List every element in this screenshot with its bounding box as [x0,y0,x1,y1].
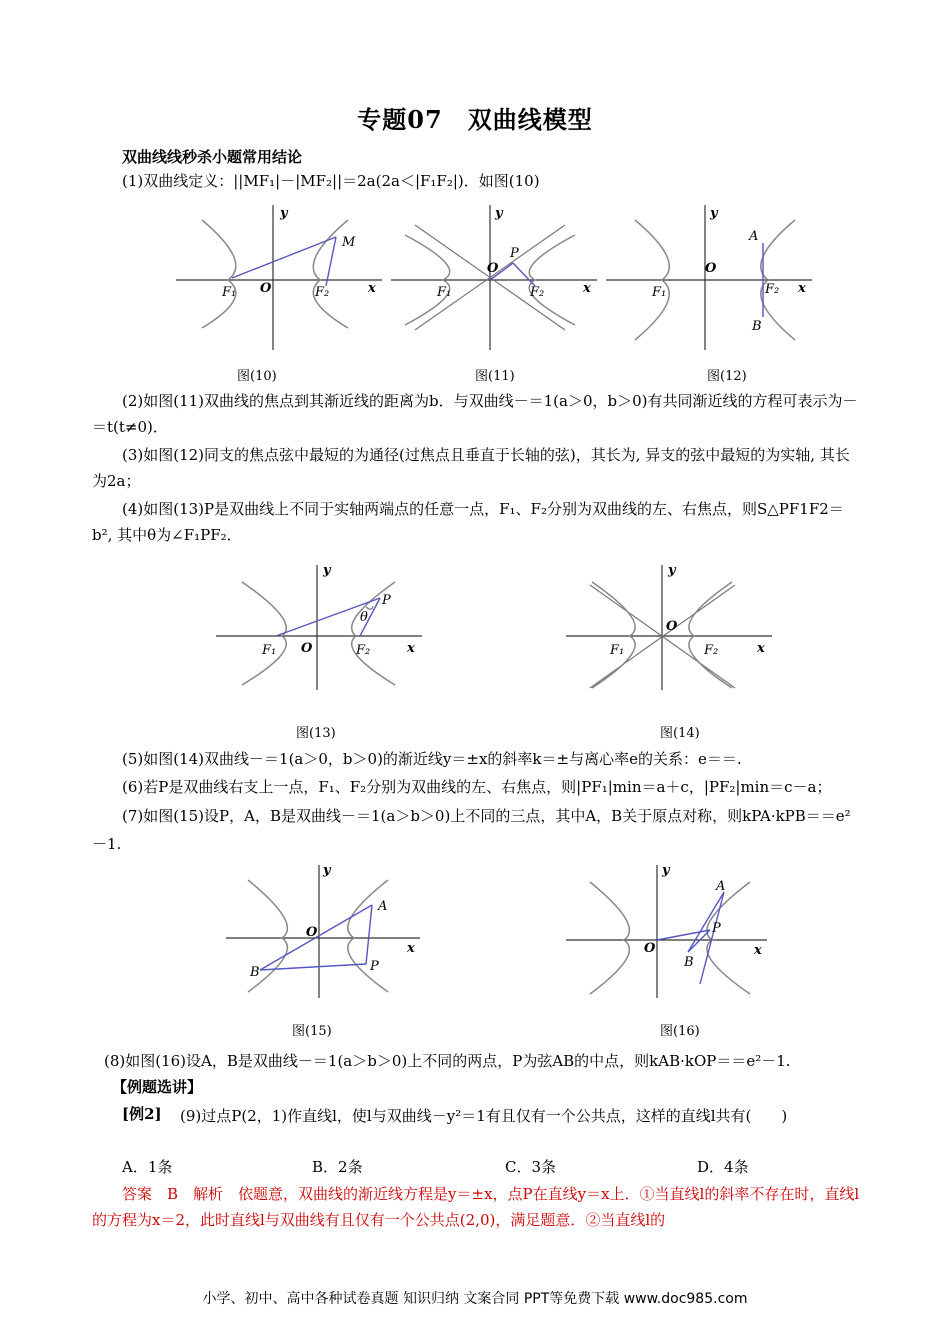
origin-label: O [705,261,717,276]
f2-label: F₂ [356,643,371,658]
origin-label: O [644,941,656,956]
caption-15: 图(15) [292,1024,332,1039]
figure-10 [170,200,390,360]
x-axis-label: x [798,281,806,296]
y-axis-label: y [280,206,288,221]
caption-14: 图(14) [660,726,700,741]
x-axis-label: x [407,641,415,656]
f1-label: F₁ [262,643,277,658]
caption-12: 图(12) [707,369,747,384]
y-axis-label: y [662,863,670,878]
p-label: P [510,246,519,261]
f1-label: F₁ [222,285,237,300]
example-tag: [例2] [122,1105,162,1123]
figure-14 [560,560,780,700]
option-a: A．1条 [122,1158,173,1176]
theta-label: θ [360,610,368,625]
page-title: 专题07 双曲线模型 [357,105,593,134]
caption-16: 图(16) [660,1024,700,1039]
y-axis-label: y [668,563,676,578]
x-axis-label: x [754,943,762,958]
p-label: P [712,921,721,936]
caption-11: 图(11) [475,369,515,384]
y-axis-label: y [710,206,718,221]
origin-label: O [487,261,499,276]
x-axis-label: x [407,941,415,956]
f2-label: F₂ [315,285,330,300]
a-label: A [378,899,388,914]
item-7: (7)如图(15)设P，A，B是双曲线－＝1(a＞b＞0)上不同的三点，其中A，B关于原点对称，则kPA·kPB＝＝e²－1. [92,807,851,853]
option-c: C．3条 [505,1158,557,1176]
example-question: (9)过点P(2，1)作直线l，使l与双曲线－y²＝1有且仅有一个公共点，这样的直线l共有( ) [180,1107,788,1125]
b-label: B [250,965,260,980]
item-1: (1)双曲线定义：||MF₁|－|MF₂||＝2a(2a＜|F₁F₂|)．如图(10) [122,172,540,190]
f2-label: F₂ [704,643,719,658]
p-label: P [370,959,379,974]
item-3: (3)如图(12)同支的焦点弦中最短的为通径(过焦点且垂直于长轴的弦)，其长为, 异支的弦中最短的为实轴, 其长为2a； [92,446,850,490]
b-label: B [684,955,694,970]
figure-12 [600,200,820,360]
item-8: (8)如图(16)设A，B是双曲线－＝1(a＞b＞0)上不同的两点，P为弦AB的中点，则kAB·kOP＝＝e²－1. [104,1052,791,1070]
m-label: M [342,235,356,250]
page-footer: 小学、初中、高中各种试卷真题 知识归纳 文案合同 PPT等免费下载 www.doc985.com [202,1291,748,1307]
origin-label: O [301,641,313,656]
figure-11 [385,200,605,360]
y-axis-label: y [323,863,331,878]
y-axis-label: y [495,206,503,221]
answer-text: 答案 B 解析 依题意，双曲线的渐近线方程是y＝±x，点P在直线y＝x上．①当直线l的斜率不存在时，直线l的方程为x＝2，此时直线l与双曲线有且仅有一个公共点(2,0)，满足题意．②当直线l的 [92,1185,860,1229]
origin-label: O [306,925,318,940]
figure-15 [220,860,430,1005]
example-heading: 【例题选讲】 [112,1078,203,1096]
caption-10: 图(10) [237,369,277,384]
a-label: A [749,229,759,244]
item-2: (2)如图(11)双曲线的焦点到其渐近线的距离为b．与双曲线－＝1(a＞0，b＞0)有共同渐近线的方程可表示为－＝t(t≠0)． [92,392,858,436]
x-axis-label: x [583,281,591,296]
origin-label: O [260,281,272,296]
figure-16 [560,860,775,1005]
option-b: B．2条 [312,1158,363,1176]
f1-label: F₁ [652,285,667,300]
p-label: P [382,593,391,608]
figure-13 [210,560,430,700]
origin-label: O [666,619,678,634]
f2-label: F₂ [530,285,545,300]
section-subtitle: 双曲线线秒杀小题常用结论 [122,148,303,166]
item-4: (4)如图(13)P是双曲线上不同于实轴两端点的任意一点，F₁、F₂分别为双曲线的左、右焦点，则S△PF1F2＝b², 其中θ为∠F₁PF₂． [92,500,844,544]
f2-label: F₂ [765,282,780,297]
option-d: D．4条 [697,1158,749,1176]
f1-label: F₁ [437,285,452,300]
x-axis-label: x [757,641,765,656]
f1-label: F₁ [610,643,625,658]
caption-13: 图(13) [296,726,336,741]
b-label: B [752,319,762,334]
a-label: A [716,879,726,894]
item-6: (6)若P是双曲线右支上一点，F₁、F₂分别为双曲线的左、右焦点，则|PF₁|min＝a＋c，|PF₂|min＝c－a； [122,778,832,796]
item-5: (5)如图(14)双曲线－＝1(a＞0，b＞0)的渐近线y＝±x的斜率k＝±与离心率e的关系：e＝＝. [122,750,742,768]
y-axis-label: y [323,563,331,578]
x-axis-label: x [368,281,376,296]
